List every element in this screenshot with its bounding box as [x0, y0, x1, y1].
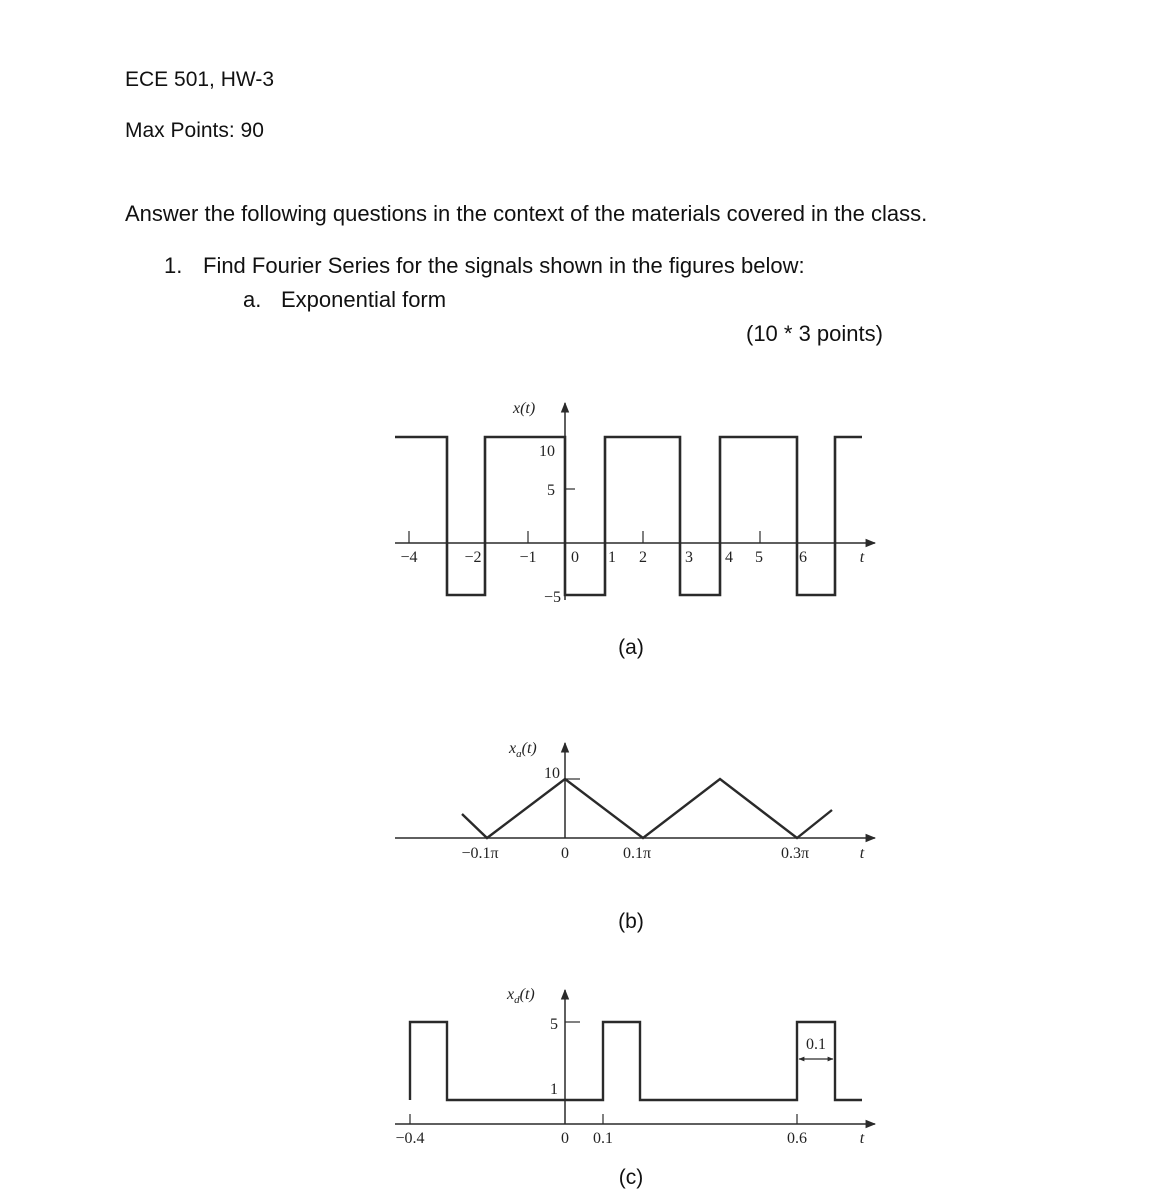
- figure-b: [395, 740, 875, 933]
- fig-c-ylabel: $x_d(t)$: [507, 986, 535, 1006]
- fig-b-xlabel: t: [859, 845, 865, 862]
- question-1-text: Find Fourier Series for the signals shown in the figures below:: [203, 253, 805, 278]
- fig-a-xtick: 1: [608, 549, 616, 566]
- max-points: Max Points: 90: [125, 119, 264, 142]
- fig-b-ylabel: $x_a(t)$: [509, 740, 537, 760]
- fig-c-xtick: 0.1: [593, 1130, 613, 1147]
- fig-c-xtick: 0.6: [787, 1130, 807, 1147]
- fig-a-caption: (a): [618, 636, 644, 659]
- points-label: (10 * 3 points): [746, 321, 883, 346]
- part-a-text: Exponential form: [281, 287, 447, 312]
- fig-c-xtick: −0.4: [395, 1130, 425, 1147]
- fig-b-xtick: 0.3π: [780, 845, 810, 862]
- fig-a-xtick: 3: [685, 549, 693, 566]
- fig-b-xtick: 0: [561, 845, 569, 862]
- fig-a-ytick: −5: [543, 589, 561, 606]
- figure-a: [395, 400, 875, 659]
- fig-c-caption: (c): [618, 1166, 644, 1189]
- fig-c-signal: [410, 1022, 862, 1100]
- fig-a-xtick: −4: [400, 549, 418, 566]
- figure-c: [395, 986, 875, 1189]
- fig-a-xtick: 2: [639, 549, 647, 566]
- fig-a-xlabel: t: [859, 549, 865, 566]
- fig-a-ylabel: x(t): [513, 400, 536, 417]
- fig-b-signal: [462, 779, 832, 838]
- fig-a-xtick: −2: [464, 549, 482, 566]
- fig-c-xtick: 0: [561, 1130, 569, 1147]
- fig-b-xtick: −0.1π: [461, 845, 499, 862]
- fig-c-width-label: 0.1: [806, 1036, 826, 1053]
- fig-a-ytick: 5: [547, 482, 555, 499]
- fig-c-ytick: 5: [550, 1016, 558, 1033]
- fig-c-xlabel: t: [859, 1130, 865, 1147]
- fig-a-ytick: 10: [539, 443, 555, 460]
- fig-a-xtick: 0: [571, 549, 579, 566]
- part-a-letter: a.: [243, 287, 262, 312]
- fig-a-xtick: −1: [519, 549, 537, 566]
- fig-c-ytick: 1: [550, 1081, 558, 1098]
- fig-b-caption: (b): [618, 910, 644, 933]
- question-1-number: 1.: [164, 253, 183, 278]
- fig-a-xtick: 4: [725, 549, 733, 566]
- instructions: Answer the following questions in the context of the materials covered in the class.: [125, 201, 928, 226]
- fig-a-xtick: 6: [799, 549, 807, 566]
- fig-b-xtick: 0.1π: [622, 845, 652, 862]
- course-title: ECE 501, HW-3: [125, 68, 274, 91]
- fig-a-xtick: 5: [755, 549, 763, 566]
- fig-b-peak-label: 10: [544, 765, 560, 782]
- fig-a-signal: [395, 437, 862, 595]
